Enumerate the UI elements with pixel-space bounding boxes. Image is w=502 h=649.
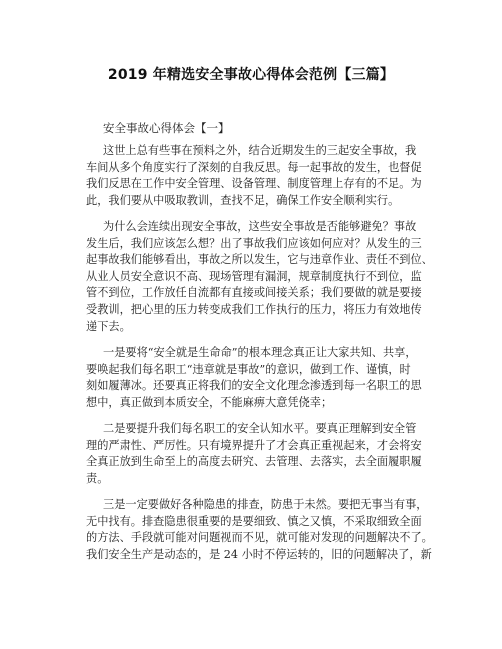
paragraph-line: 想中，真正做到本质安全，不能麻痹大意凭侥幸； xyxy=(86,395,333,409)
paragraph-line: 管不到位，工作放任自流都有直接或间接关系；我们要做的就是要接 xyxy=(86,286,422,300)
paragraph-line: 车间从多个角度实行了深刻的自我反思。每一起事故的发生，也督促 xyxy=(86,160,422,174)
paragraph-line: 此，我们要从中吸取教训，查找不足，确保工作安全顺利实行。 xyxy=(86,193,400,207)
paragraph-line: 要唤起我们每名职工“违章就是事故”的意识，做到工作、谨慎，时 xyxy=(86,362,411,376)
paragraph-line: 我们安全生产是动态的，是 24 小时不停运转的，旧的问题解决了，新 xyxy=(86,547,432,561)
paragraph-line: 理的严肃性、严厉性。只有境界提升了才会真正重视起来，才会将安 xyxy=(86,438,422,452)
paragraph-line: 二是要提升我们每名职工的安全认知水平。要真正理解到安全管 xyxy=(103,422,417,435)
paragraph-line: 责。 xyxy=(86,471,109,485)
paragraph-line: 我们反思在工作中安全管理、设备管理、制度管理上存有的不足。为 xyxy=(86,177,422,191)
paragraph-line: 一是要将“安全就是生命命”的根本理念真正让大家共知、共享， xyxy=(103,346,417,359)
paragraph-line: 递下去。 xyxy=(86,319,131,333)
paragraph-line: 全真正放到生命至上的高度去研究、去管理、去落实，去全面履职履 xyxy=(86,455,422,469)
paragraph-line: 发生后，我们应该怎么想？出了事故我们应该如何应对？从发生的三 xyxy=(86,236,422,250)
paragraph-line: 受教训，把心里的压力转变成我们工作执行的压力，将压力有效地传 xyxy=(86,302,422,316)
paragraph-5 xyxy=(86,497,433,563)
paragraph-line: 的方法、手段就可能对问题视而不见，就可能对发现的问题解决不了。 xyxy=(86,531,433,545)
paragraph-line: 起事故我们能够看出，事故之所以发生，它与违章作业、责任不到位、 xyxy=(86,253,433,267)
paragraph-line: 无中找有。排查隐患很重要的是要细致、慎之又慎，不采取细致全面 xyxy=(86,514,422,528)
section-heading: 安全事故心得体会【一】 xyxy=(103,121,230,135)
paragraph-line: 刻如履薄冰。还要真正将我们的安全文化理念渗透到每一名职工的思 xyxy=(86,379,422,393)
document-title: 2019 年精选安全事故心得体会范例【三篇】 xyxy=(107,67,395,83)
paragraph-line: 三是一定要做好各种隐患的排查，防患于未然。要把无事当有事， xyxy=(103,498,428,511)
paragraph-line: 从业人员安全意识不高、现场管理有漏洞，规章制度执行不到位，监 xyxy=(86,269,422,283)
paragraph-4 xyxy=(86,421,426,487)
paragraph-1 xyxy=(86,143,426,209)
paragraph-2 xyxy=(86,219,433,335)
paragraph-line: 为什么会连续出现安全事故，这些安全事故是否能够避免？事故 xyxy=(103,220,417,233)
paragraph-line: 这世上总有些事在预料之外，结合近期发生的三起安全事故，我 xyxy=(103,144,417,157)
paragraph-3 xyxy=(86,345,426,411)
